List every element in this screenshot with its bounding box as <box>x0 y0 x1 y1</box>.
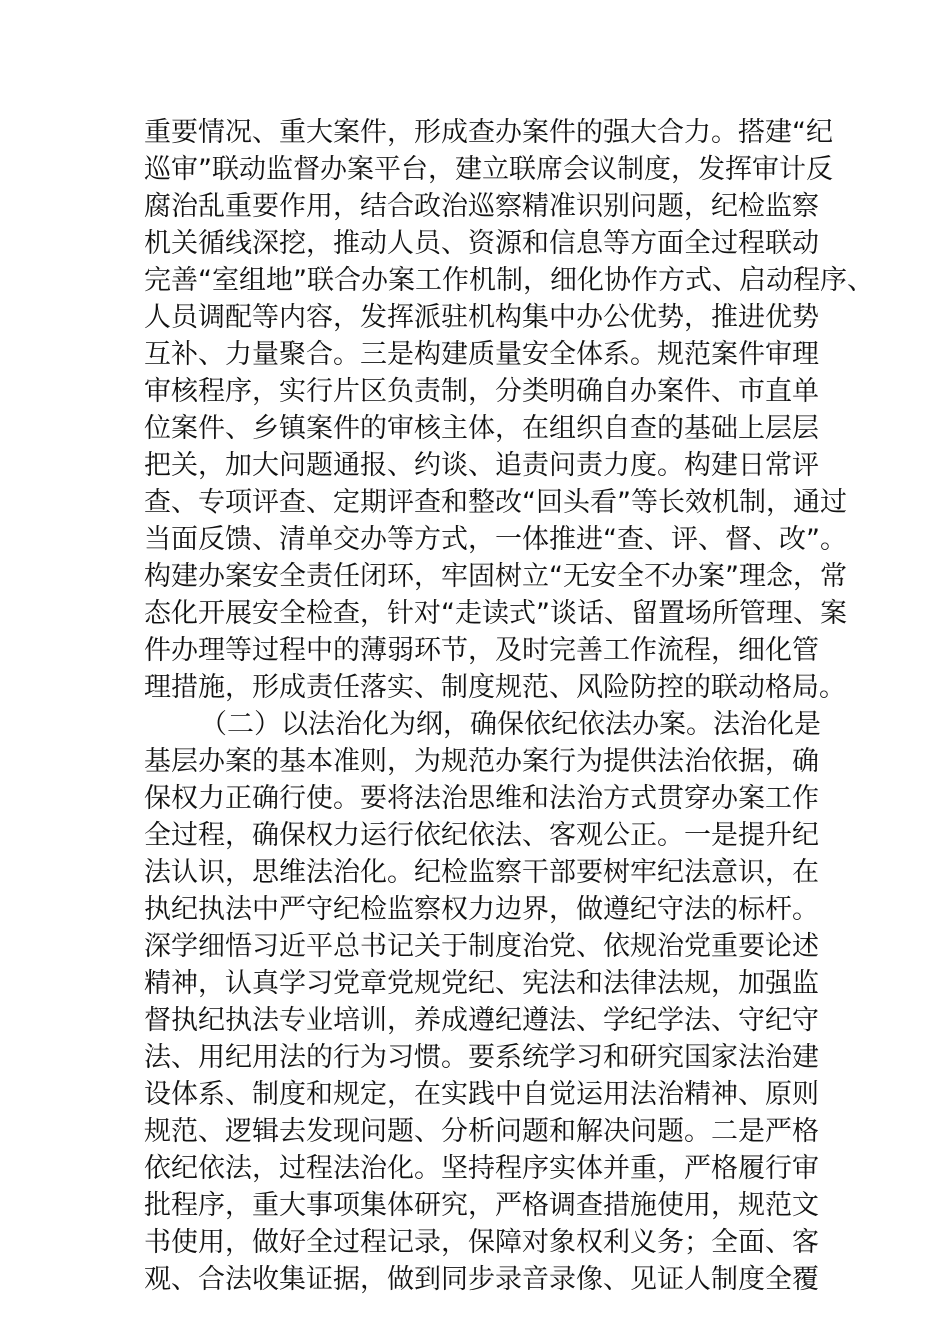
text-line: 重要情况、重大案件，形成查办案件的强大合力。搭建“纪 <box>144 117 833 148</box>
text-line: 腐治乱重要作用，结合政治巡察精准识别问题，纪检监察 <box>144 191 819 222</box>
text-line: 查、专项评查、定期评查和整改“回头看”等长效机制，通过 <box>144 487 847 518</box>
text-line: 理措施，形成责任落实、制度规范、风险防控的联动格局。 <box>144 672 846 703</box>
text-line: 当面反馈、清单交办等方式，一体推进“查、评、督、改”。 <box>144 524 847 555</box>
section-heading-line: （二）以法治化为纲，确保依纪依法办案。法治化是 <box>200 709 821 740</box>
text-line: 督执纪执法专业培训，养成遵纪遵法、学纪学法、守纪守 <box>144 1005 819 1036</box>
text-line: 位案件、乡镇案件的审核主体，在组织自查的基础上层层 <box>144 413 819 444</box>
text-line: 构建办案安全责任闭环，牢固树立“无安全不办案”理念，常 <box>144 561 847 592</box>
text-line: 规范、逻辑去发现问题、分析问题和解决问题。二是严格 <box>144 1116 819 1147</box>
text-line: 执纪执法中严守纪检监察权力边界，做遵纪守法的标杆。 <box>144 894 819 925</box>
text-line: 精神，认真学习党章党规党纪、宪法和法律法规，加强监 <box>144 968 819 999</box>
text-line: 批程序，重大事项集体研究，严格调查措施使用，规范文 <box>144 1190 819 1221</box>
text-line: 观、合法收集证据，做到同步录音录像、见证人制度全覆 <box>144 1264 819 1295</box>
text-line: 把关，加大问题通报、约谈、追责问责力度。构建日常评 <box>144 450 819 481</box>
text-line: 巡审”联动监督办案平台，建立联席会议制度，发挥审计反 <box>144 154 833 185</box>
text-line: 法、用纪用法的行为习惯。要系统学习和研究国家法治建 <box>144 1042 819 1073</box>
text-line: 深学细悟习近平总书记关于制度治党、依规治党重要论述 <box>144 931 819 962</box>
text-line: 设体系、制度和规定，在实践中自觉运用法治精神、原则 <box>144 1079 819 1110</box>
text-line: 书使用，做好全过程记录，保障对象权利义务；全面、客 <box>144 1227 819 1258</box>
text-line: 依纪依法，过程法治化。坚持程序实体并重，严格履行审 <box>144 1153 819 1184</box>
text-line: 人员调配等内容，发挥派驻机构集中办公优势，推进优势 <box>144 302 819 333</box>
text-line: 机关循线深挖，推动人员、资源和信息等方面全过程联动 <box>144 228 819 259</box>
text-line: 件办理等过程中的薄弱环节，及时完善工作流程，细化管 <box>144 635 819 666</box>
text-line: 完善“室组地”联合办案工作机制，细化协作方式、启动程序、 <box>144 265 874 296</box>
text-line: 全过程，确保权力运行依纪依法、客观公正。一是提升纪 <box>144 820 819 851</box>
text-line: 基层办案的基本准则，为规范办案行为提供法治依据，确 <box>144 746 819 777</box>
text-line: 态化开展安全检查，针对“走读式”谈话、留置场所管理、案 <box>144 598 847 629</box>
document-body <box>144 114 874 1298</box>
text-line: 保权力正确行使。要将法治思维和法治方式贯穿办案工作 <box>144 783 819 814</box>
text-line: 互补、力量聚合。三是构建质量安全体系。规范案件审理 <box>144 339 819 370</box>
text-line: 审核程序，实行片区负责制，分类明确自办案件、市直单 <box>144 376 819 407</box>
text-line: 法认识，思维法治化。纪检监察干部要树牢纪法意识，在 <box>144 857 819 888</box>
